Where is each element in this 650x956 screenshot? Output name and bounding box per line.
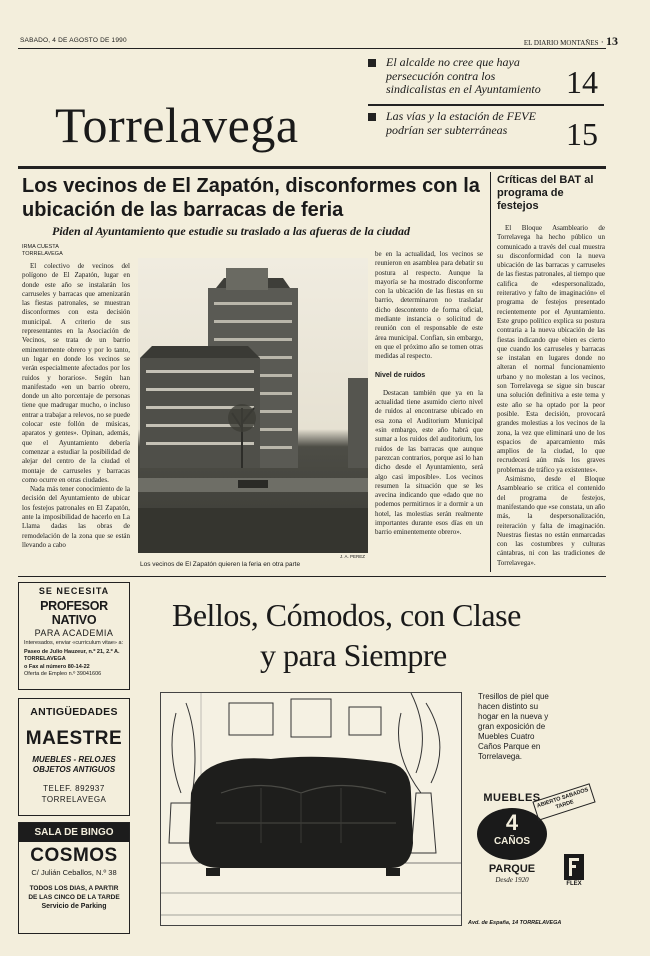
furniture-ad xyxy=(142,582,606,934)
teaser-text: Las vías y la estación de FEVE podrían ser subterráneas xyxy=(386,109,536,137)
article-column-2 xyxy=(375,250,483,572)
bingo-ad-title: SALA DE BINGO xyxy=(19,823,129,842)
section-title: Torrelavega xyxy=(55,97,299,153)
teaser-1[interactable] xyxy=(368,56,600,104)
article-subhead: Piden al Ayuntamiento que estudie su traslado a las afueras de la ciudad xyxy=(52,224,411,238)
teaser-text: El alcalde no cree que haya persecución contra los sindicalistas en el Ayuntamiento xyxy=(386,55,541,96)
furniture-ad-headline-1: Bellos, Cómodos, con Clase xyxy=(172,597,521,633)
page-folio: EL DIARIO MONTAÑES · 13 xyxy=(523,34,618,48)
logo-canos: CAÑOS xyxy=(493,836,531,847)
logo-muebles: MUEBLES xyxy=(483,792,541,804)
bingo-ad-address: C/ Julián Ceballos, N.º 38 xyxy=(31,868,117,877)
teaser-divider xyxy=(368,104,604,106)
article-column-1 xyxy=(22,262,130,570)
square-bullet-icon xyxy=(368,113,376,121)
byline xyxy=(22,244,63,258)
flex-label: FLEX xyxy=(566,881,582,887)
sidebar-divider xyxy=(490,172,491,572)
bingo-ad-hours: TODOS LOS DIAS, A PARTIR DE LAS CINCO DE LA TARDE xyxy=(28,885,120,901)
furniture-ad-text: Tresillos de piel que hacen distinto su hogar en la nueva y gran exposición de Muebles Cuatro Caños Parque en Torrelavega. xyxy=(478,692,549,761)
sidebar-body xyxy=(497,224,605,572)
article-photo xyxy=(138,258,368,553)
paragraph: Asimismo, desde el Bloque Asambleario se critica el contenido del programa de festejos, manifestando que «se constata, un año más, la despersonalización, reiteración y falta de imaginación. Nuestras fiestas no están enmarcadas con las costumbres y culturas cántabras, ni con las tradiciones de Torrelavega». xyxy=(497,475,605,567)
paragraph: Destacan también que ya en la actualidad tiene asumido cierto nivel de ruidos al encontrarse ubicado en esa zona el Auditorium Municipal «sin embargo, este año habrá que sumar a los ruidos del auditorium, los ruidos de las barracas que aunque parezcan contrarios, porque así lo han dicho desde el Ayuntamiento, será algo casi imposible». Los vecinos resumen la situación que se les avecina indicando que «dado que no podemos permitirnos ir a dormir a un hotel, las molestias serán realmente importantes durante esos días en un barrio eminentemente obrero». xyxy=(375,388,483,537)
antiques-ad-title: ANTIGÜEDADES xyxy=(30,706,118,718)
paragraph: be en la actualidad, los vecinos se reunieron en asamblea para debatir su postura al respecto. Aunque la mayoría se ha mostrado disconforme con la ubicación de las fiestas en su barrio, determinaron no trasladar dicho descontento de forma oficial, mediante instancia o solicitud de reunión con el responsable de este área municipal. Confían, sin embargo, en que el próximo año se tomen otras medidas al respecto. xyxy=(375,250,483,361)
job-ad-address: Paseo de Julio Hauzeur, n.º 21, 2.º A. TORRELAVEGA xyxy=(24,649,120,662)
antiques-ad-city: TORRELAVEGA xyxy=(41,795,107,804)
job-ad-phone: o Fax al número 80-14-22 xyxy=(24,664,90,670)
antiques-ad xyxy=(18,698,130,816)
teaser-page: 15 xyxy=(566,116,598,152)
flex-mark-icon xyxy=(564,854,584,880)
sidebar-headline: Críticas del BAT al programa de festejos xyxy=(497,174,594,212)
job-ad-headline: PROFESOR NATIVO xyxy=(40,599,108,627)
logo-since: Desde 1920 xyxy=(495,876,529,884)
furniture-ad-address: Avd. de España, 14 TORRELAVEGA xyxy=(468,920,562,926)
paper-name: EL DIARIO MONTAÑES xyxy=(523,39,599,47)
antiques-ad-phone: TELEF. 892937 xyxy=(43,784,105,793)
article-bottom-rule xyxy=(18,576,606,577)
article-headline: Los vecinos de El Zapatón, disconformes con la ubicación de las barracas de feria xyxy=(22,175,480,221)
job-ad xyxy=(18,582,130,690)
job-ad-text: Interesados, enviar «curriculum vitae» a: xyxy=(24,640,124,646)
bingo-ad-name: COSMOS xyxy=(30,845,118,866)
teaser-page: 14 xyxy=(566,64,598,100)
leather-sofa-image xyxy=(161,693,461,925)
antiques-ad-items: MUEBLES - RELOJES OBJETOS ANTIGUOS xyxy=(32,755,116,774)
bingo-ad xyxy=(18,822,130,934)
apartment-buildings-image xyxy=(138,258,368,553)
page-number: 13 xyxy=(606,34,618,48)
subheading-noise-level: Nivel de ruidos xyxy=(375,371,426,379)
paragraph: Nada más tener conocimiento de la decisión del Ayuntamiento de ubicar los festejos patronales en El Zapatón, ante la imposibilidad de hacerlo en La Llama dadas las obras de remodelación de la zona que se están llevando a cabo xyxy=(22,485,130,549)
job-ad-sub: PARA ACADEMIA xyxy=(34,628,114,638)
paragraph: El colectivo de vecinos del polígono de El Zapatón, lugar en donde este año se instalarán los carruseles y barracas que amenizarán las fiestas patronales, se muestran disconformes con esta decisión municipal. A criterio de sus representantes en la Asociación de Vecinos, se trata de un barrio eminentemente obrero y por lo tanto, un lugar en donde los vecinos se verán especialmente afectados por los ruidos y horarios». Según han manifestado «en un barrio obrero, donde un alto porcentaje de personas tiene que madrugar mucho, o incluso entrar a trabajar a relevos, no se puede colocar este follón de músicas, aparatos y gentes». Opinan, además, que el Ayuntamiento debería comenzar a estudiar la posibilidad de alejar del centro de la ciudad el montaje de carruseles y barracas como ocurre en otras ciudades. xyxy=(22,262,130,484)
byline-author: IRMA CUESTA xyxy=(22,244,59,250)
teaser-2[interactable] xyxy=(368,110,600,156)
job-ad-ref: Oferta de Empleo n.º 39041606 xyxy=(24,671,102,677)
antiques-ad-name: MAESTRE xyxy=(25,728,123,749)
photo-credit: J. A. PEREZ xyxy=(340,554,366,559)
open-saturday-stamp: ABIERTO SABADOS TARDE xyxy=(532,783,595,821)
square-bullet-icon xyxy=(368,59,376,67)
logo-parque: PARQUE xyxy=(488,863,536,875)
photo-caption: Los vecinos de El Zapatón quieren la feria en otra parte xyxy=(140,561,301,568)
page-date: SABADO, 4 DE AGOSTO DE 1990 xyxy=(20,37,127,44)
flex-logo xyxy=(560,854,588,894)
bingo-ad-parking: Servicio de Parking xyxy=(41,903,107,910)
logo-number: 4 xyxy=(505,810,519,835)
byline-place: TORRELAVEGA xyxy=(22,251,63,257)
sofa-illustration xyxy=(160,692,462,926)
header-rule xyxy=(18,48,606,49)
furniture-ad-headline-2: y para Siempre xyxy=(260,637,447,673)
job-ad-title: SE NECESITA xyxy=(38,586,110,596)
paragraph: El Bloque Asambleario de Torrelavega ha hecho público un comunicado a través del cual muestra su disconformidad con la nueva ubicación de las barracas y carruseles de las fiestas patronales, al tiempo que califica de «despersonalizado, reiterativo y falto de imaginación» el programa de festejos presentado recientemente por el Ayuntamiento. Este grupo político explica su postura contraria a la nueva ubicación de las fiestas indicando que «bien es cierto que cuando los carruseles y barracas se instalan en lugares donde no alteran el normal funcionamiento urbano y no molestan a los vecinos, son Torrelavega se sigue sin buscar una solución definitiva a este tema y este año se ha optado por la peor posible. Esta decisión, provocará grandes molestias a los vecinos de la zona, la vez que eliminará uno de los espacios de aparcamiento más amplios de la ciudad, lo que recrudecerá aún más los graves problemas de tráfico ya existentes». xyxy=(497,224,605,474)
section-rule xyxy=(18,166,606,169)
